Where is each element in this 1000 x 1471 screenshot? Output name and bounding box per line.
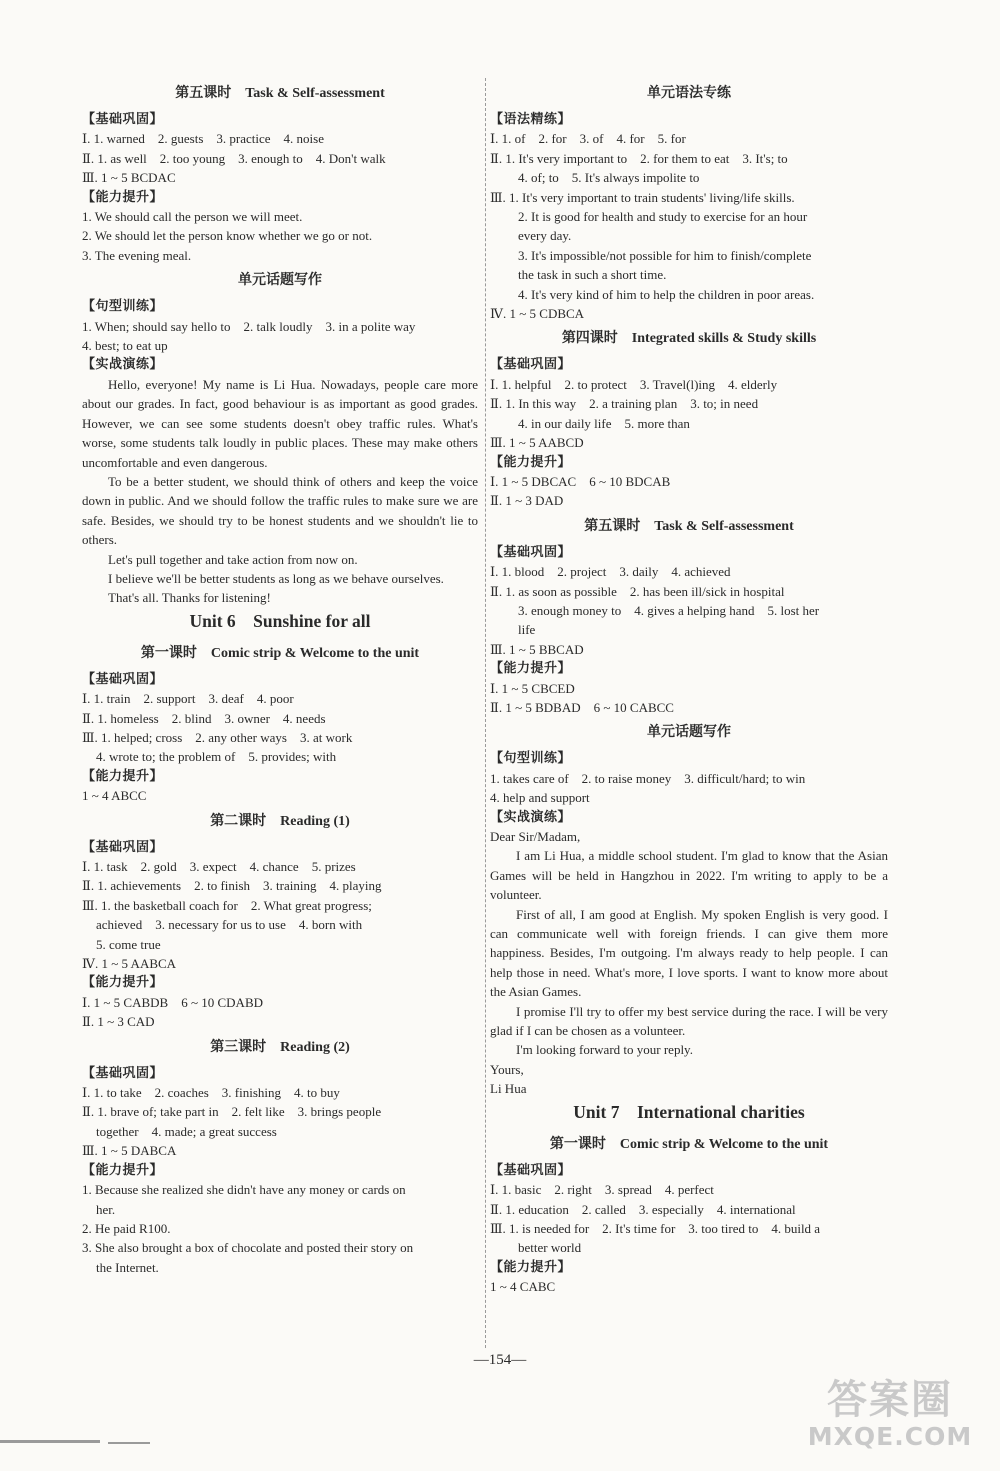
- answer-line: Ⅳ. 1 ~ 5 CDBCA: [490, 306, 585, 322]
- answer-line: Ⅱ. 1. education 2. called 3. especially 4. international: [490, 1201, 796, 1217]
- answer-line: Ⅱ. 1. brave of; take part in 2. felt like 3. brings people: [82, 1104, 382, 1120]
- section-heading: 第一课时 Comic strip & Welcome to the unit: [549, 1136, 829, 1152]
- section-heading: 单元话题写作: [647, 725, 731, 741]
- answer-line: 1. We should call the person we will meet.: [82, 209, 303, 225]
- answer-line: achieved 3. necessary for us to use 4. born with: [96, 917, 363, 933]
- answer-line: Ⅲ. 1. the basketball coach for 2. What great progress;: [82, 897, 372, 913]
- answer-line: 4. help and support: [490, 790, 590, 806]
- right-column: [490, 78, 888, 1297]
- section-heading: 第一课时 Comic strip & Welcome to the unit: [140, 645, 420, 661]
- answer-line: Ⅰ. 1. of 2. for 3. of 4. for 5. for: [490, 131, 686, 147]
- answer-line: Ⅲ. 1 ~ 5 DABCA: [82, 1143, 177, 1159]
- answer-line: 4. wrote to; the problem of 5. provides; with: [96, 749, 337, 765]
- section-heading: 第二课时 Reading (1): [210, 813, 350, 829]
- left-column: [82, 78, 478, 1277]
- answer-line: together 4. made; a great success: [96, 1123, 277, 1139]
- answer-line: Ⅰ. 1 ~ 5 CBCED: [490, 680, 575, 696]
- answer-line: Ⅱ. 1. In this way 2. a training plan 3. to; in need: [490, 396, 759, 412]
- answer-line: Ⅱ. 1. as soon as possible 2. has been ill/sick in hospital: [490, 583, 785, 599]
- section-heading: 单元语法专练: [647, 86, 731, 101]
- essay-paragraph: Hello, everyone! My name is Li Hua. Nowadays, people care more about our grades. In fact, good behaviour is as important as good grades. However, we can see some students doesn't obey traffic rules. What's worse, some students talk loudly in public places. These may make others uncomfortable and even dangerous.: [82, 376, 478, 470]
- exercise-tag: 【能力提升】: [82, 1162, 164, 1178]
- answer-line: 5. come true: [96, 936, 161, 952]
- essay-paragraph: Let's pull together and take action from now on.: [108, 551, 358, 567]
- essay-paragraph: I'm looking forward to your reply.: [516, 1042, 693, 1058]
- exercise-tag: 【基础巩固】: [82, 1065, 164, 1081]
- exercise-tag: 【实战演练】: [82, 357, 164, 373]
- section-heading: 单元话题写作: [238, 273, 322, 289]
- watermark-url: MXQE.COM: [807, 1422, 973, 1451]
- exercise-tag: 【基础巩固】: [490, 1162, 572, 1178]
- answer-line: 4. best; to eat up: [82, 338, 168, 354]
- answer-line: Ⅱ. 1. homeless 2. blind 3. owner 4. needs: [82, 710, 326, 726]
- essay-paragraph: I promise I'll try to offer my best service during the race. I will be very glad if I can be chosen as a volunteer.: [490, 1003, 888, 1039]
- answer-line: 2. It is good for health and study to exercise for an hour: [518, 209, 808, 225]
- answer-line: 3. enough money to 4. gives a helping hand 5. lost her: [518, 602, 820, 618]
- answer-line: Ⅰ. 1. helpful 2. to protect 3. Travel(l)ing 4. elderly: [490, 376, 778, 392]
- answer-line: Ⅰ. 1. basic 2. right 3. spread 4. perfect: [490, 1182, 714, 1198]
- answer-line: Ⅱ. 1 ~ 3 DAD: [490, 493, 564, 509]
- exercise-tag: 【能力提升】: [82, 975, 164, 991]
- section-heading: 第五课时 Task & Self-assessment: [584, 518, 794, 534]
- answer-line: Ⅱ. 1. achievements 2. to finish 3. training 4. playing: [82, 878, 382, 894]
- section-heading: 第五课时 Task & Self-assessment: [175, 86, 385, 101]
- answer-line: 3. She also brought a box of chocolate and posted their story on: [82, 1240, 414, 1256]
- answer-line: life: [518, 622, 536, 638]
- answer-line: Ⅰ. 1. warned 2. guests 3. practice 4. noise: [82, 131, 324, 147]
- answer-line: her.: [96, 1201, 116, 1217]
- answer-line: Ⅰ. 1. blood 2. project 3. daily 4. achieved: [490, 564, 731, 580]
- essay-paragraph: I am Li Hua, a middle school student. I'm glad to know that the Asian Games will be held in Hangzhou in 2022. I'm writing to apply to be a volunteer.: [490, 848, 888, 903]
- answer-line: Ⅰ. 1. train 2. support 3. deaf 4. poor: [82, 691, 294, 707]
- answer-line: Ⅱ. 1. as well 2. too young 3. enough to 4. Don't walk: [82, 150, 386, 166]
- answer-line: 4. in our daily life 5. more than: [518, 415, 690, 431]
- answer-line: Ⅲ. 1 ~ 5 BCDAC: [82, 170, 176, 186]
- answer-line: 3. The evening meal.: [82, 247, 192, 263]
- watermark-title: 答案圈: [827, 1377, 953, 1423]
- exercise-tag: 【实战演练】: [490, 809, 572, 825]
- exercise-tag: 【能力提升】: [82, 189, 164, 205]
- exercise-tag: 【基础巩固】: [82, 671, 164, 687]
- unit-title: Unit 6 Sunshine for all: [189, 610, 371, 631]
- answer-line: 2. He paid R100.: [82, 1220, 171, 1236]
- essay-paragraph: That's all. Thanks for listening!: [108, 590, 271, 606]
- exercise-tag: 【基础巩固】: [490, 544, 572, 560]
- answer-line: Dear Sir/Madam,: [490, 829, 581, 844]
- answer-line: Ⅰ. 1. to take 2. coaches 3. finishing 4. to buy: [82, 1085, 340, 1101]
- column-divider: [485, 78, 486, 1348]
- answer-line: 4. It's very kind of him to help the children in poor areas.: [518, 286, 815, 302]
- answer-line: 1. takes care of 2. to raise money 3. difficult/hard; to win: [490, 770, 806, 786]
- answer-line: 1. Because she realized she didn't have any money or cards on: [82, 1182, 406, 1198]
- answer-line: every day.: [518, 228, 572, 244]
- answer-line: Ⅰ. 1. task 2. gold 3. expect 4. chance 5. prizes: [82, 859, 356, 874]
- answer-line: 1. When; should say hello to 2. talk loudly 3. in a polite way: [82, 318, 416, 334]
- answer-line: Ⅲ. 1 ~ 5 AABCD: [490, 435, 584, 451]
- exercise-tag: 【能力提升】: [490, 454, 572, 470]
- answer-line: Ⅱ. 1. It's very important to 2. for them to eat 3. It's; to: [490, 150, 788, 166]
- answer-line: the Internet.: [96, 1259, 159, 1275]
- answer-line: Ⅲ. 1. helped; cross 2. any other ways 3. at work: [82, 729, 353, 745]
- answer-line: Ⅳ. 1 ~ 5 AABCA: [82, 956, 177, 972]
- answer-line: better world: [518, 1240, 582, 1256]
- section-heading: 第四课时 Integrated skills & Study skills: [561, 331, 817, 347]
- exercise-tag: 【基础巩固】: [82, 112, 164, 127]
- exercise-tag: 【能力提升】: [490, 1259, 572, 1275]
- answer-line: 2. We should let the person know whether we go or not.: [82, 228, 373, 244]
- answer-line: 1 ~ 4 ABCC: [82, 788, 147, 804]
- answer-line: Ⅲ. 1 ~ 5 BBCAD: [490, 641, 584, 657]
- answer-line: 1 ~ 4 CABC: [490, 1279, 556, 1295]
- essay-paragraph: To be a better student, we should think of others and keep the voice down in public. And we should follow the traffic rules to make sure we are safe. Besides, we should try to be honest students and we shouldn't lie to others.: [82, 473, 478, 548]
- answer-line: 4. of; to 5. It's always impolite to: [518, 170, 700, 186]
- exercise-tag: 【基础巩固】: [82, 839, 164, 855]
- watermark-logo: [806, 1377, 974, 1457]
- exercise-tag: 【语法精练】: [490, 112, 572, 127]
- exercise-tag: 【能力提升】: [82, 768, 164, 784]
- answer-line: the task in such a short time.: [518, 267, 667, 283]
- answer-line: Ⅰ. 1 ~ 5 CABDB 6 ~ 10 CDABD: [82, 994, 263, 1010]
- answer-line: Ⅱ. 1 ~ 5 BDBAD 6 ~ 10 CABCC: [490, 699, 674, 715]
- exercise-tag: 【句型训练】: [82, 299, 164, 315]
- exercise-tag: 【句型训练】: [490, 751, 572, 767]
- corner-crop-mark: [0, 1440, 150, 1446]
- exercise-tag: 【基础巩固】: [490, 357, 572, 373]
- answer-line: Yours,: [490, 1061, 524, 1077]
- essay-paragraph: First of all, I am good at English. My spoken English is very good. I can communicate well with foreign friends. I can give them more happiness. Besides, I'm outgoing. I'm always ready to help people. I can help those in need. What's more, I love sports. I want to know more about the Asian Games.: [490, 906, 888, 1000]
- essay-paragraph: I believe we'll be better students as long as we behave ourselves.: [108, 570, 444, 586]
- answer-line: Ⅱ. 1 ~ 3 CAD: [82, 1014, 155, 1030]
- answer-line: Ⅲ. 1. is needed for 2. It's time for 3. too tired to 4. build a: [490, 1220, 821, 1236]
- answer-line: Li Hua: [490, 1081, 527, 1097]
- page-number: —154—: [473, 1352, 527, 1368]
- answer-line: Ⅲ. 1. It's very important to train students' living/life skills.: [490, 189, 795, 205]
- section-heading: 第三课时 Reading (2): [210, 1039, 350, 1055]
- answer-line: 3. It's impossible/not possible for him to finish/complete: [518, 247, 812, 263]
- answer-line: Ⅰ. 1 ~ 5 DBCAC 6 ~ 10 BDCAB: [490, 473, 671, 489]
- exercise-tag: 【能力提升】: [490, 661, 572, 677]
- unit-title: Unit 7 International charities: [573, 1101, 805, 1122]
